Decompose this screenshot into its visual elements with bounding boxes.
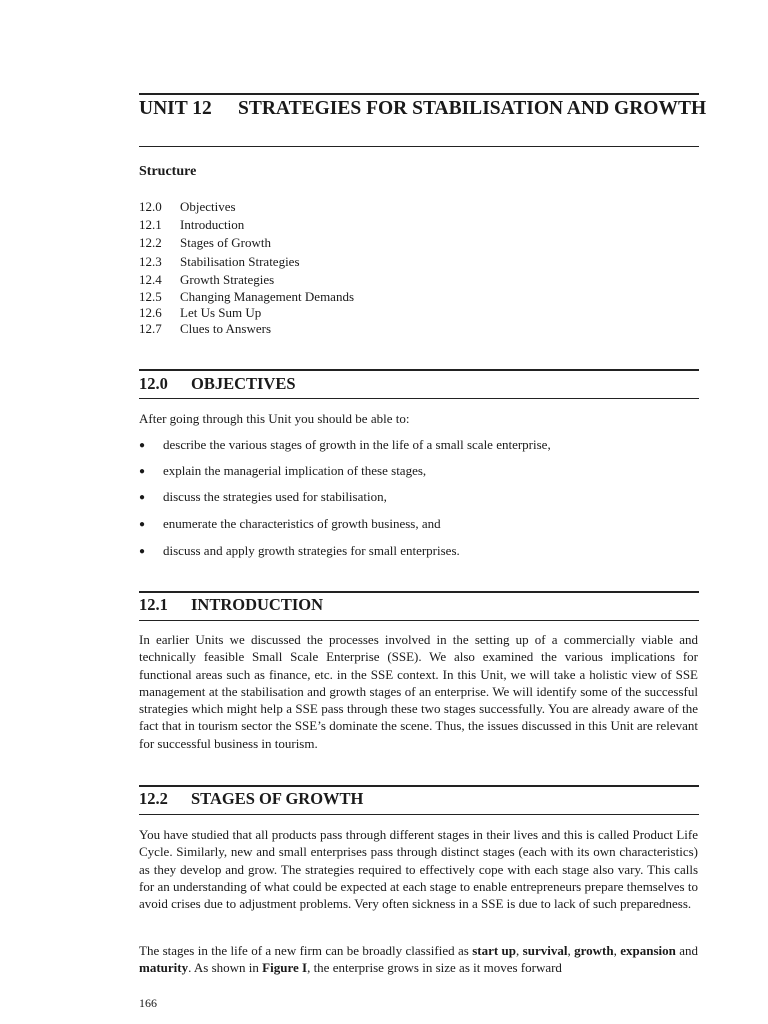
bullet-icon: ●: [139, 546, 146, 557]
objective-item: [139, 543, 460, 559]
toc-item-number: 12.5: [139, 289, 162, 304]
term-maturity: maturity: [139, 960, 189, 976]
stages-paragraph-2: The stages in the life of a new firm can be broadly classified as start up, survival, growth, expansion and maturity. As shown in Figure I, the enterprise grows in size as it moves forward: [139, 943, 699, 976]
objective-text: discuss the strategies used for stabilisation,: [163, 489, 387, 504]
toc-item-label: Changing Management Demands: [180, 289, 355, 304]
toc-item: [139, 305, 261, 321]
toc-item-label: Objectives: [180, 199, 236, 214]
term-growth: growth: [574, 943, 614, 958]
figure-reference: Figure I: [262, 960, 308, 976]
introduction-bottom-rule: [139, 620, 699, 621]
section-number: 12.1: [139, 595, 168, 614]
toc-item-label: Introduction: [180, 217, 245, 232]
toc-item-number: 12.2: [139, 235, 162, 250]
toc-item: [139, 272, 274, 288]
bullet-icon: ●: [139, 466, 146, 477]
toc-item-number: 12.4: [139, 272, 162, 287]
toc-item: [139, 235, 271, 251]
toc-item-label: Stages of Growth: [180, 235, 271, 250]
toc-item: [139, 217, 244, 233]
toc-item-number: 12.0: [139, 199, 162, 214]
unit-number: UNIT 12: [139, 98, 212, 119]
objectives-heading: [139, 374, 296, 394]
section-number: 12.0: [139, 374, 168, 393]
section-title: INTRODUCTION: [191, 595, 324, 614]
toc-item-number: 12.3: [139, 254, 162, 269]
page-number: 166: [139, 996, 157, 1010]
stages-bottom-rule: [139, 814, 699, 815]
introduction-heading: [139, 595, 323, 615]
section-title: OBJECTIVES: [191, 374, 296, 393]
toc-item-number: 12.6: [139, 305, 162, 320]
toc-item-number: 12.7: [139, 321, 162, 336]
toc-item: [139, 254, 300, 270]
objective-text: enumerate the characteristics of growth business, and: [163, 516, 441, 531]
toc-item: [139, 321, 271, 337]
stages-top-rule: [139, 785, 699, 787]
toc-item: [139, 199, 236, 215]
term-start-up: start up: [472, 943, 517, 958]
objective-text: discuss and apply growth strategies for small enterprises.: [163, 543, 460, 558]
toc-item-label: Clues to Answers: [180, 321, 271, 336]
toc-item-label: Stabilisation Strategies: [180, 254, 300, 269]
toc-item: [139, 289, 354, 305]
unit-title-bottom-rule: [139, 146, 699, 147]
unit-title-text: STRATEGIES FOR STABILISATION AND GROWTH: [238, 98, 707, 119]
section-title: STAGES OF GROWTH: [191, 789, 364, 808]
term-expansion: expansion: [620, 943, 676, 958]
stages-heading: [139, 789, 363, 809]
objectives-bottom-rule: [139, 398, 699, 399]
bullet-icon: ●: [139, 440, 146, 451]
section-number: 12.2: [139, 789, 168, 808]
objective-item: [139, 489, 387, 505]
toc-item-label: Let Us Sum Up: [180, 305, 262, 320]
introduction-paragraph: In earlier Units we discussed the processes involved in the setting up of a commercially viable and technically feasible Small Scale Enterprise (SSE). We also examined the various implications for functional areas such as finance, etc. in the SSE context. In this Unit, we will take a holistic view of SSE management at the stabilisation and growth stages of an enterprise. We will identify some of the successful strategies which might help a SSE pass through these two stages successfully. You are already aware of the fact that in tourism sector the SSE’s dominate the scene. Thus, the issues discussed in this Unit are relevant for successful business in tourism.: [139, 632, 698, 751]
term-survival: survival: [522, 943, 568, 958]
objective-item: [139, 463, 426, 479]
objective-text: explain the managerial implication of these stages,: [163, 463, 427, 478]
bullet-icon: ●: [139, 492, 146, 503]
stages-paragraph-1: You have studied that all products pass through different stages in their lives and this is called Product Life Cycle. Similarly, new and small enterprises pass through distinct stages (each with its own characteristics) as they develop and grow. The strategies required to effectively cope with each stage also vary. This calls for an understanding of what could be expected at each stage to enable entrepreneurs prepare themselves to avoid crises due to adjustment problems. Very often sickness in a SSE is due to lack of such preparedness.: [139, 827, 698, 912]
toc-item-label: Growth Strategies: [180, 272, 275, 287]
structure-heading: Structure: [139, 164, 197, 179]
objective-item: [139, 516, 441, 532]
unit-title-top-rule: [139, 93, 699, 95]
objectives-top-rule: [139, 369, 699, 371]
toc-item-number: 12.1: [139, 217, 162, 232]
bullet-icon: ●: [139, 519, 146, 530]
objective-item: [139, 437, 551, 453]
objectives-intro: After going through this Unit you should be able to:: [139, 411, 410, 426]
introduction-top-rule: [139, 591, 699, 593]
objective-text: describe the various stages of growth in the life of a small scale enterprise,: [163, 437, 551, 452]
